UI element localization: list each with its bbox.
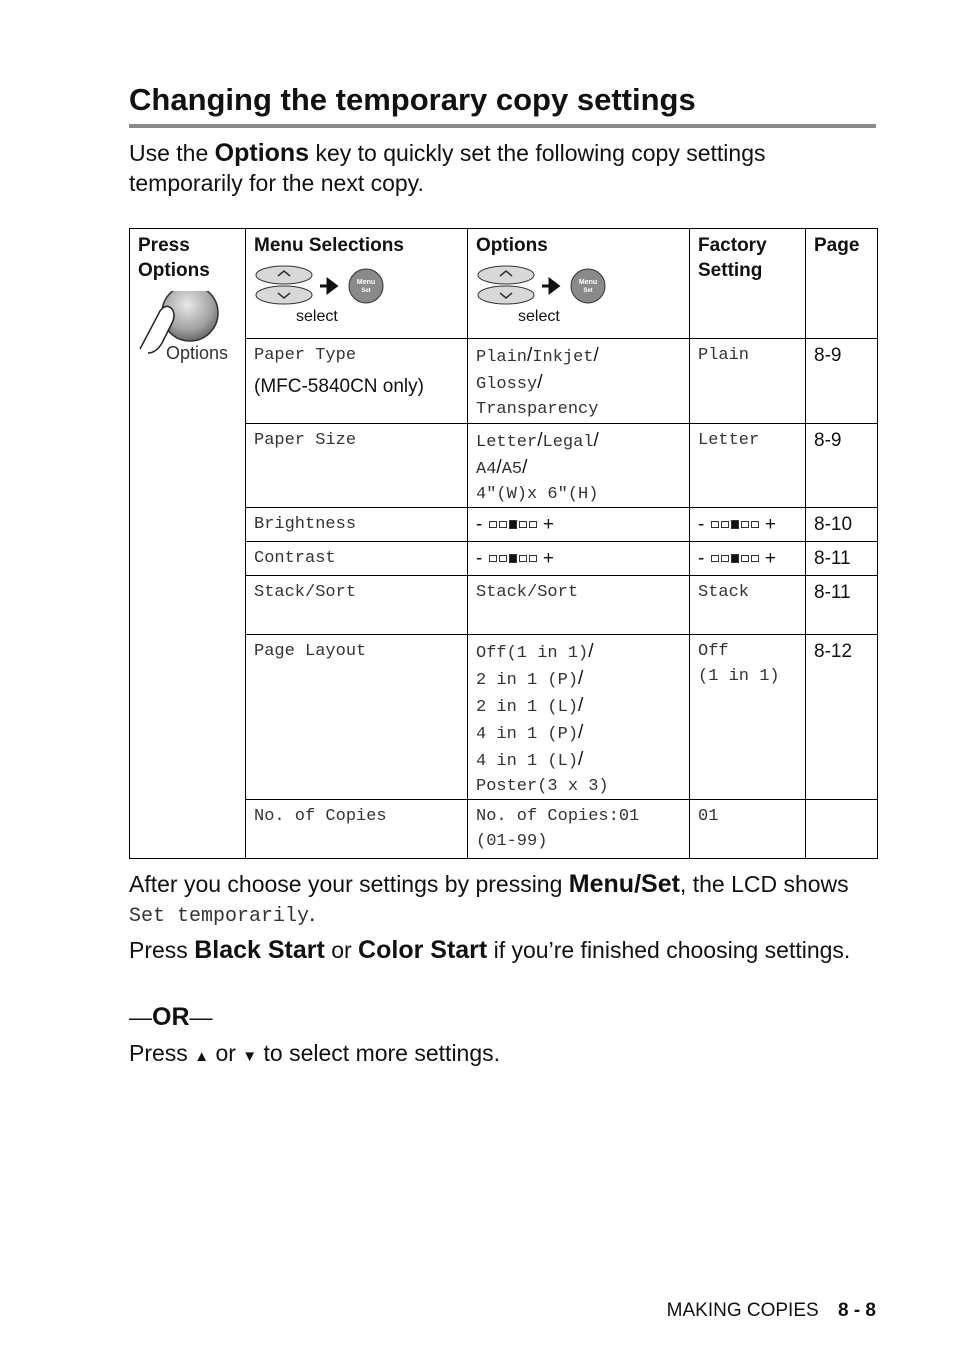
header-page: Page <box>806 229 878 339</box>
factory-cell: Stack <box>690 576 806 635</box>
options-cell: Letter/Legal/ A4/A5/ 4"(W)x 6"(H) <box>468 424 690 508</box>
page-cell: 8-11 <box>806 576 878 635</box>
copy-settings-table <box>129 228 878 859</box>
menu-cell: Paper Size <box>246 424 468 508</box>
menu-cell: Paper Type (MFC-5840CN only) <box>246 339 468 424</box>
select-keys-icon <box>254 264 414 308</box>
menu-cell: No. of Copies <box>246 800 468 859</box>
options-cell: Off(1 in 1)/ 2 in 1 (P)/ 2 in 1 (L)/ 4 in 1 (P)/ 4 in 1 (L)/ Poster(3 x 3) <box>468 635 690 800</box>
intro-pre: Use the <box>129 140 209 166</box>
options-button-icon <box>138 291 238 381</box>
svg-text:Menu: Menu <box>578 279 598 286</box>
page-cell: 8-10 <box>806 508 878 542</box>
model-note: (MFC-5840CN only) <box>254 376 424 397</box>
svg-text:Set: Set <box>583 288 593 294</box>
intro-paragraph <box>129 138 869 198</box>
up-arrow-icon: ▲ <box>194 1048 210 1065</box>
factory-cell: - + <box>690 542 806 576</box>
page-cell: 8-9 <box>806 424 878 508</box>
after-paragraph-3: Press ▲ or ▼ to select more settings. <box>129 1040 501 1066</box>
options-button-label: Options <box>166 343 229 363</box>
level-indicator <box>488 548 538 569</box>
svg-text:Menu: Menu <box>356 279 376 286</box>
factory-cell: Off (1 in 1) <box>690 635 806 800</box>
level-indicator <box>710 548 760 569</box>
header-options: Options Menu Set select <box>468 229 690 339</box>
svg-text:Set: Set <box>361 288 371 294</box>
options-button-illustration <box>138 291 237 381</box>
menu-cell: Stack/Sort <box>246 576 468 635</box>
options-key: Options <box>214 139 310 167</box>
select-label: select <box>296 308 338 325</box>
lcd-message: Set temporarily <box>129 905 310 928</box>
header-press-options <box>130 229 246 859</box>
page-title: Changing the temporary copy settings <box>129 82 696 117</box>
page-cell <box>806 800 878 859</box>
factory-cell: 01 <box>690 800 806 859</box>
menu-select-illustration <box>254 264 459 324</box>
after-paragraph-2: Press Black Start or Color Start if you’re finished choosing settings. <box>129 936 851 964</box>
factory-cell: Letter <box>690 424 806 508</box>
page-cell: 8-11 <box>806 542 878 576</box>
menu-set-key: Menu/Set <box>568 870 680 898</box>
options-cell: No. of Copies:01 (01-99) <box>468 800 690 859</box>
footer-section: MAKING COPIES <box>666 1300 819 1321</box>
page-cell: 8-9 <box>806 339 878 424</box>
factory-cell: - + <box>690 508 806 542</box>
menu-cell: Page Layout <box>246 635 468 800</box>
or-separator: —OR— <box>129 1003 213 1031</box>
header-factory-setting: Factory Setting <box>690 229 806 339</box>
intro-post: key to quickly set the following copy settings temporarily for the next copy. <box>129 140 766 196</box>
header-menu-selections: Menu Selections Menu Set select <box>246 229 468 339</box>
select-keys-icon <box>476 264 636 308</box>
title-rule <box>129 124 876 128</box>
options-cell: - + <box>468 508 690 542</box>
options-select-illustration <box>476 264 681 324</box>
menu-cell: Brightness <box>246 508 468 542</box>
level-indicator <box>488 514 538 535</box>
menu-cell: Contrast <box>246 542 468 576</box>
color-start-key: Color Start <box>358 936 488 964</box>
factory-cell: Plain <box>690 339 806 424</box>
select-label: select <box>518 308 560 325</box>
level-indicator <box>710 514 760 535</box>
down-arrow-icon: ▼ <box>242 1048 258 1065</box>
options-cell: Plain/Inkjet/ Glossy/ Transparency <box>468 339 690 424</box>
page-footer <box>667 1300 876 1322</box>
options-cell: - + <box>468 542 690 576</box>
table-header-row <box>130 229 878 339</box>
after-paragraph-1: After you choose your settings by pressing Menu/Set, the LCD shows Set temporarily. <box>129 870 849 928</box>
header-press-label: Press Options <box>138 235 210 281</box>
footer-page-number: 8 - 8 <box>837 1300 876 1321</box>
options-cell: Stack/Sort <box>468 576 690 635</box>
black-start-key: Black Start <box>194 936 325 964</box>
page-cell: 8-12 <box>806 635 878 800</box>
